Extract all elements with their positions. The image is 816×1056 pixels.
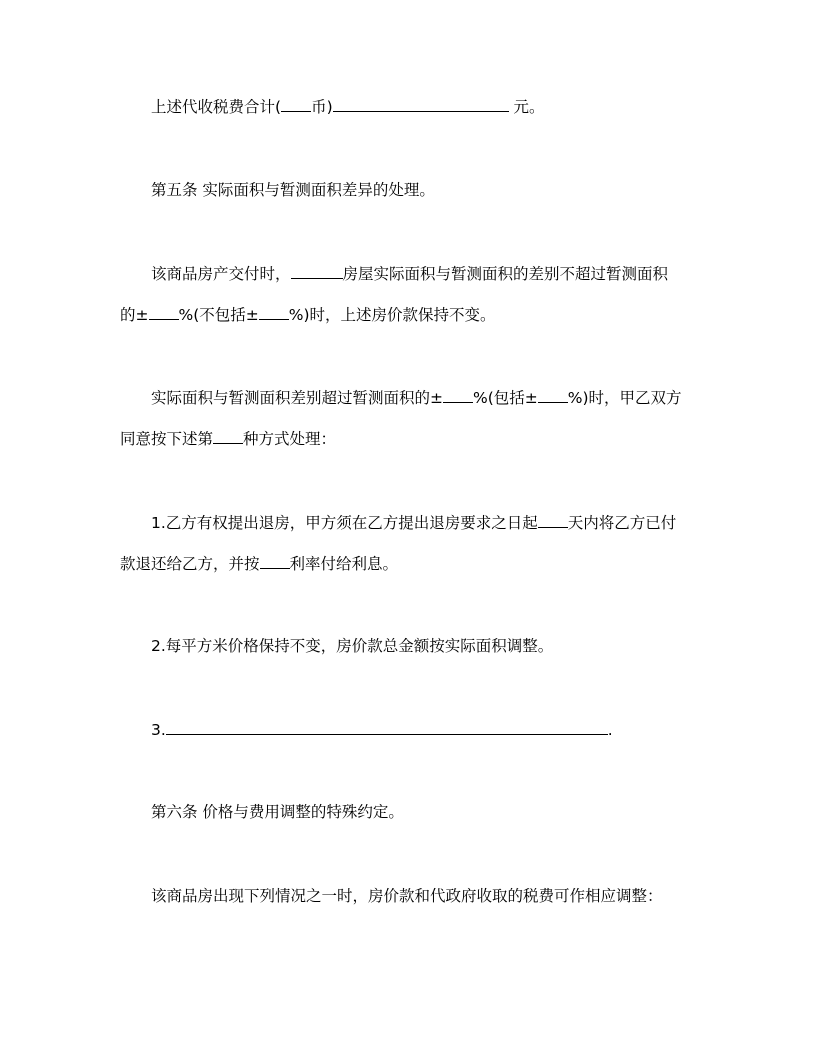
text: 的± — [120, 306, 149, 324]
text: 款退还给乙方，并按 — [120, 555, 260, 573]
text: 该商品房产交付时， — [151, 265, 291, 283]
text: 同意按下述第 — [120, 430, 214, 448]
heading-text: 第五条 实际面积与暂测面积差异的处理。 — [151, 181, 435, 199]
option-2-line — [151, 636, 731, 656]
fill-blank — [259, 304, 289, 320]
text: %(包括± — [473, 389, 538, 407]
fill-blank — [538, 512, 568, 528]
article-5-heading — [151, 180, 731, 200]
currency-blank — [281, 96, 311, 112]
paragraph-line — [151, 263, 731, 284]
text: %(不包括± — [178, 306, 259, 324]
text: %)时，上述房价款保持不变。 — [288, 306, 496, 324]
text: %)时，甲乙双方 — [567, 389, 682, 407]
text: 1.乙方有权提出退房，甲方须在乙方提出退房要求之日起 — [151, 514, 538, 532]
option-1-line — [151, 512, 731, 533]
heading-text: 第六条 价格与费用调整的特殊约定。 — [151, 803, 404, 821]
option-3-line — [151, 719, 731, 740]
paragraph-line — [120, 428, 700, 449]
text: 元。 — [508, 98, 545, 116]
paragraph-line — [120, 304, 700, 325]
fill-blank — [538, 387, 568, 403]
text: 上述代收税费合计( — [151, 98, 282, 116]
tax-total-line — [151, 96, 731, 117]
paragraph-line — [151, 387, 731, 408]
text: 种方式处理： — [243, 430, 337, 448]
fill-blank — [443, 387, 473, 403]
fill-blank — [166, 719, 608, 735]
text: 实际面积与暂测面积差别超过暂测面积的± — [151, 389, 443, 407]
amount-blank — [333, 96, 509, 112]
fill-blank — [213, 428, 243, 444]
text: 3. — [151, 721, 166, 739]
paragraph-line — [151, 886, 731, 906]
text: 房屋实际面积与暂测面积的差别不超过暂测面积 — [342, 265, 669, 283]
article-6-heading — [151, 802, 731, 822]
text: 利率付给利息。 — [289, 555, 399, 573]
option-1-line-2 — [120, 553, 700, 574]
text: 天内将乙方已付 — [567, 514, 677, 532]
text: 该商品房出现下列情况之一时，房价款和代政府收取的税费可作相应调整： — [151, 887, 663, 905]
text: 币) — [311, 98, 333, 116]
text: 2.每平方米价格保持不变，房价款总金额按实际面积调整。 — [151, 637, 554, 655]
fill-blank — [260, 553, 290, 569]
fill-blank — [291, 263, 343, 279]
text: . — [607, 721, 613, 739]
fill-blank — [149, 304, 179, 320]
